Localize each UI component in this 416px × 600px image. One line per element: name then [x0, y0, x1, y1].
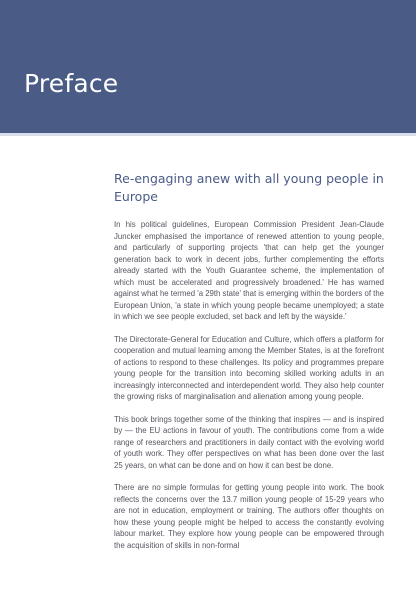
document-body	[114, 170, 384, 551]
body-paragraph-4: There are no simple formulas for getting young people into work. The book reflects the concerns over the 13.7 million young people of 15-29 years who are not in education, employment or training. The authors offer thoughts on how these young people might be helped to access the constantly evolving labour market. They explore how young people can be empowered through the acquisition of skills in non-formal	[114, 483, 384, 550]
body-paragraph-2: The Directorate-General for Education and Culture, which offers a platform for cooperation and mutual learning among the Member States, is at the forefront of actions to respond to these challenges. Its policy and programmes prepare young people for the transition into becoming skilled working adults in an increasingly interconnected and interdependent world. They also help counter the growing risks of marginalisation and alienation among young people.	[114, 334, 384, 402]
header-band	[0, 0, 416, 133]
section-heading: Re-engaging anew with all young people in Europe	[114, 171, 384, 205]
header-divider	[0, 133, 416, 136]
body-paragraph-1: In his political guidelines, European Commission President Jean-Claude Juncker emphasised the importance of renewed attention to young people, and particularly of supporting projects 'that can help get the younger generation back to work in decent jobs, further complementing the efforts already started with the Youth Guarantee scheme, the implementation of which must be accelerated and progressively broadened.' He has warned against what he termed 'a 29th state' that is emerging within the borders of the European Union, 'a state in which young people became unemployed; a state in which we see people excluded, set back and left by the wayside.'	[114, 220, 384, 322]
body-paragraph-3: This book brings together some of the thinking that inspires — and is inspired by — the EU actions in favour of youth. The contributions come from a wide range of researchers and practitioners in daily contact with the evolving world of youth work. They offer perspectives on what has been done over the last 25 years, on what can be done and on how it can best be done.	[114, 414, 384, 470]
page-title: Preface	[24, 69, 119, 98]
